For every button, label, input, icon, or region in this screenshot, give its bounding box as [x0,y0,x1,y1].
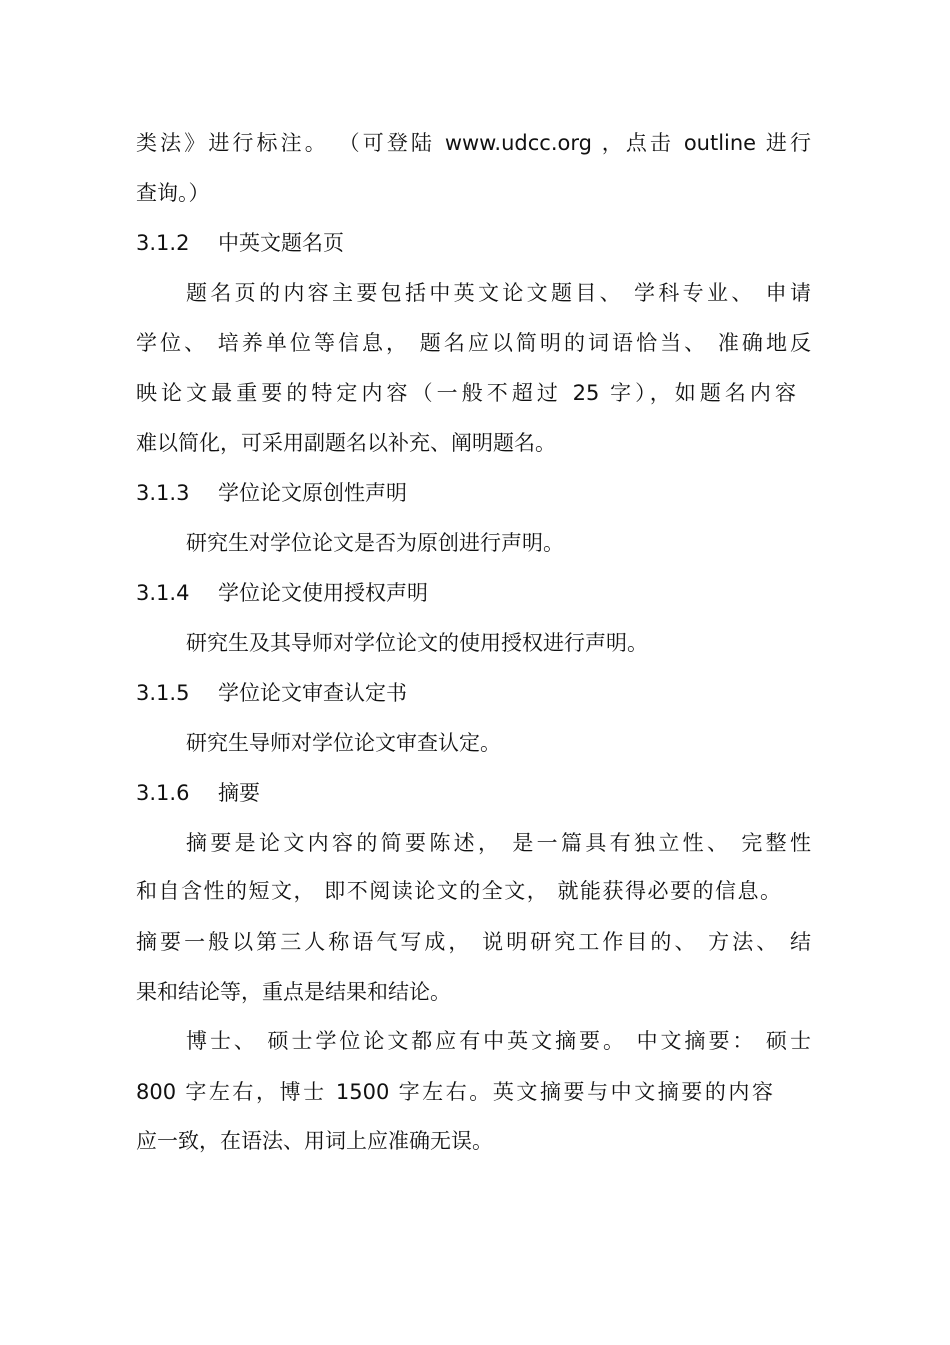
section-number: 3.1.5 [136,681,190,705]
paragraph-line: 摘要是论文内容的简要陈述， 是一篇具有独立性、 完整性 [186,831,811,855]
paragraph-line: 摘要一般以第三人称语气写成， 说明研究工作目的、 方法、 结 [136,930,811,954]
paragraph-line: 学位、 培养单位等信息， 题名应以简明的词语恰当、 准确地反 [136,331,811,355]
section-title: 学位论文原创性声明 [218,481,407,505]
section-number: 3.1.4 [136,581,190,605]
paragraph-line: 类法》进行标注。 （可登陆 www.udcc.org ，点击 outline 进行 [136,131,811,155]
paragraph-line: 研究生及其导师对学位论文的使用授权进行声明。 [186,631,648,655]
section-number: 3.1.3 [136,481,190,505]
section-title: 学位论文使用授权声明 [218,581,428,605]
paragraph-line: 查询。） [136,181,210,205]
paragraph-line: 应一致，在语法、用词上应准确无误。 [136,1129,493,1153]
paragraph-line: 难以简化，可采用副题名以补充、阐明题名。 [136,431,556,455]
paragraph-line: 研究生对学位论文是否为原创进行声明。 [186,531,564,555]
section-title: 学位论文审查认定书 [218,681,407,705]
paragraph-line: 800 字左右，博士 1500 字左右。英文摘要与中文摘要的内容 [136,1080,773,1104]
paragraph-line: 研究生导师对学位论文审查认定。 [186,731,501,755]
paragraph-line: 和自含性的短文， 即不阅读论文的全文， 就能获得必要的信息。 [136,879,781,903]
paragraph-line: 博士、 硕士学位论文都应有中英文摘要。 中文摘要： 硕士 [186,1029,811,1053]
paragraph-line: 题名页的内容主要包括中英文论文题目、 学科专业、 申请 [186,281,811,305]
paragraph-line: 映论文最重要的特定内容（一般不超过 25 字），如题名内容 [136,381,796,405]
section-title: 中英文题名页 [218,231,344,255]
section-number: 3.1.2 [136,231,190,255]
section-title: 摘要 [218,781,260,805]
paragraph-line: 果和结论等，重点是结果和结论。 [136,980,451,1004]
section-number: 3.1.6 [136,781,190,805]
